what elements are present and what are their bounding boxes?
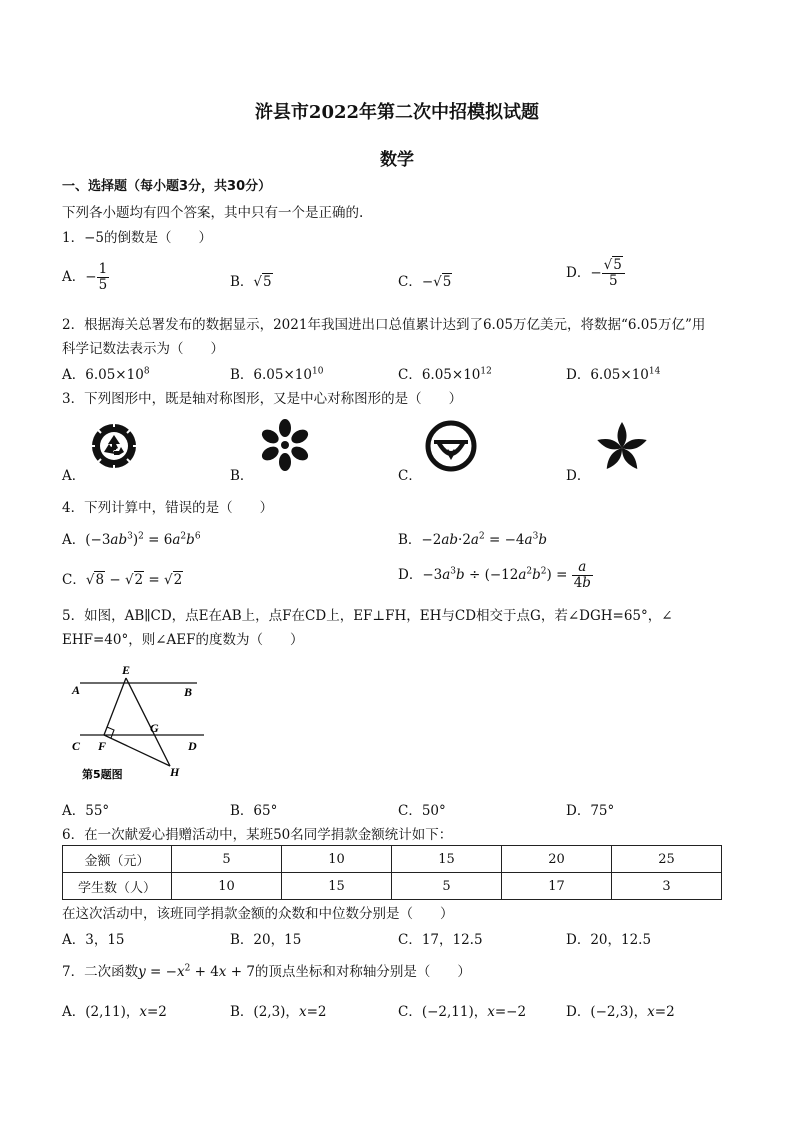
q5-stem-line2: EHF=40°，则∠AEF的度数为（ ）	[62, 632, 304, 648]
q5-option-b: B．65°	[230, 803, 278, 819]
table-cell: 金额（元）	[63, 846, 172, 873]
table-cell: 3	[612, 873, 722, 900]
q2-stem-line1: 2．根据海关总署发布的数据显示，2021年我国进出口总值累计达到了6.05万亿美元，将数据“6.05万亿”用	[62, 317, 706, 333]
geometry-figure	[62, 658, 212, 783]
q7-stem: 7．二次函数$y = -x^2 + 4x + 7$的顶点坐标和对称轴分别是（ ）	[62, 963, 471, 980]
table-cell: 5	[392, 873, 502, 900]
q3-option-d: D．	[566, 468, 591, 484]
q7-option-c: C．(−2,11)，x=−2	[398, 1004, 527, 1020]
table-cell: 25	[612, 846, 722, 873]
leaf-star-icon	[594, 418, 650, 474]
table-row	[63, 873, 722, 900]
section-heading: 一、选择题（每小题3分，共30分）	[62, 179, 272, 194]
figure-caption: 第5题图	[82, 768, 123, 781]
q6-option-c: C．17，12.5	[398, 932, 483, 948]
q7-option-b: B．(2,3)，x=2	[230, 1004, 327, 1020]
page-title: 浒县市2022年第二次中招模拟试题	[254, 102, 540, 123]
q3-stem: 3．下列图形中，既是轴对称图形，又是中心对称图形的是（ ）	[62, 391, 463, 407]
q4-option-b: B．$-2ab\cdot 2a^2 = -4a^3b$	[398, 531, 547, 548]
q7-option-a: A．(2,11)，x=2	[62, 1004, 167, 1020]
q3-option-a: A．	[62, 468, 86, 484]
table-cell: 15	[392, 846, 502, 873]
q4-stem: 4．下列计算中，错误的是（ ）	[62, 500, 274, 516]
q2-stem-line2: 科学记数法表示为（ ）	[62, 341, 224, 357]
q6-option-a: A．3，15	[62, 932, 125, 948]
q4-option-c: C．√8 − √2 = √2	[62, 572, 183, 588]
q7-option-d: D．(−2,3)，x=2	[566, 1004, 675, 1020]
q1-option-b: B．√5	[230, 274, 272, 290]
flower-petals-icon	[258, 418, 312, 472]
q5-option-a: A．55°	[62, 803, 110, 819]
q1-option-d: D．− $\frac{√5}{5}$	[566, 258, 625, 289]
q3-option-b: B．	[230, 468, 254, 484]
gear-recycle-icon	[90, 422, 138, 470]
label-d: D	[188, 739, 197, 753]
q5-option-d: D．75°	[566, 803, 615, 819]
q2-option-c: C．$6.05\times 10^{12}$	[398, 366, 492, 383]
label-a: A	[72, 683, 81, 697]
label-h: H	[170, 765, 180, 779]
label-g: G	[150, 721, 159, 735]
table-cell: 17	[502, 873, 612, 900]
q1-option-c: C．−√5	[398, 274, 452, 290]
q1-option-a: A．− $\frac{1}{5}$	[62, 261, 108, 293]
label-b: B	[184, 685, 193, 699]
q5-stem-line1: 5．如图，AB∥CD，点E在AB上，点F在CD上，EF⊥FH，EH与CD相交于点G，若∠DGH=65°，∠	[62, 608, 673, 624]
q2-option-b: B．$6.05\times 10^{10}$	[230, 366, 324, 383]
q6-question: 在这次活动中，该班同学捐款金额的众数和中位数分别是（ ）	[62, 906, 454, 922]
table-row	[63, 846, 722, 873]
q4-option-d: D．$-3a^3b \div (-12a^2b^2)$ = $\frac{a}{4b}$	[398, 559, 591, 591]
q1-stem: 1．−5的倒数是（ ）	[62, 230, 212, 246]
section-instruction: 下列各小题均有四个答案，其中只有一个是正确的.	[62, 205, 364, 221]
subject-title: 数学	[380, 150, 414, 170]
table-cell: 15	[282, 873, 392, 900]
label-e: E	[122, 663, 131, 677]
q5-option-c: C．50°	[398, 803, 446, 819]
q3-option-c: C．	[398, 468, 422, 484]
q6-option-d: D．20，12.5	[566, 932, 652, 948]
table-cell: 10	[282, 846, 392, 873]
circle-v-logo-icon	[425, 420, 477, 472]
table-cell: 学生数（人）	[63, 873, 172, 900]
table-cell: 20	[502, 846, 612, 873]
q6-stem: 6．在一次献爱心捐赠活动中，某班50名同学捐款金额统计如下：	[62, 827, 453, 843]
q6-option-b: B．20，15	[230, 932, 302, 948]
label-f: F	[98, 739, 107, 753]
q2-option-a: A．$6.05\times 10^8$	[62, 366, 150, 383]
q2-option-d: D．$6.05\times 10^{14}$	[566, 366, 661, 383]
table-cell: 10	[172, 873, 282, 900]
donation-table	[62, 845, 722, 900]
table-cell: 5	[172, 846, 282, 873]
label-c: C	[72, 739, 81, 753]
q4-option-a: A．$(-3ab^3)^2 = 6a^2b^6$	[62, 531, 201, 548]
